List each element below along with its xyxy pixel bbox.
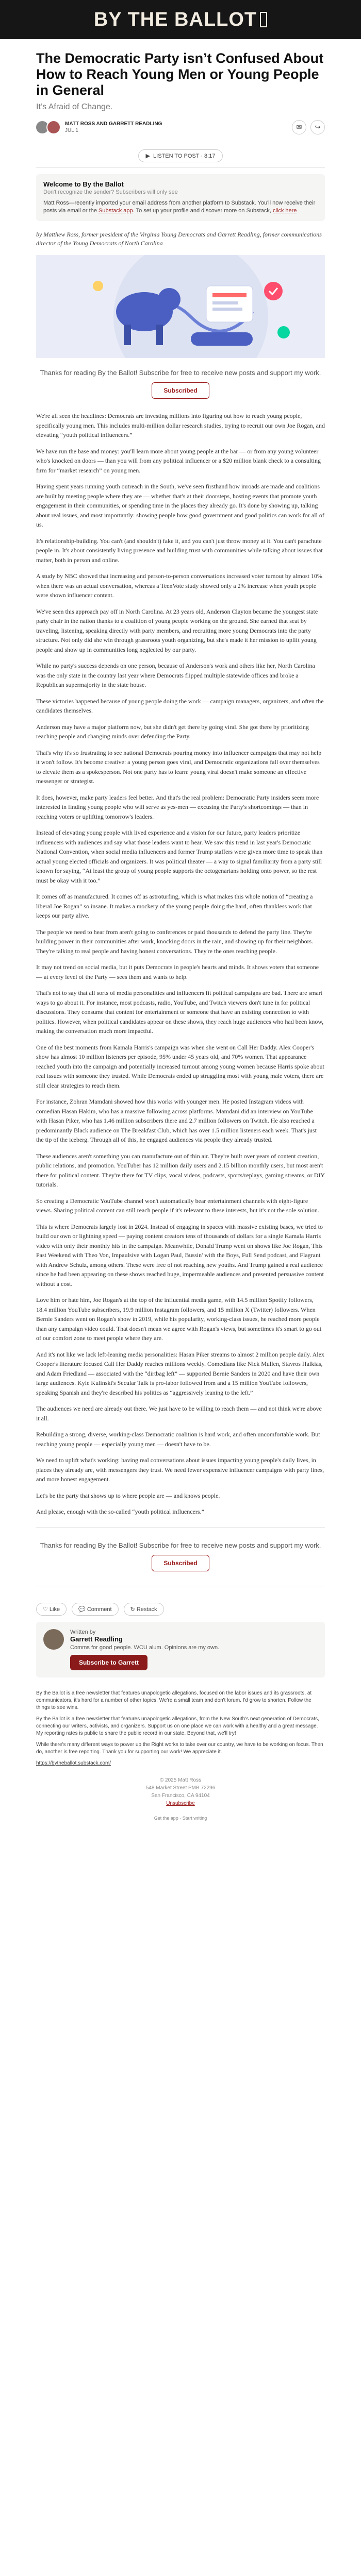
welcome-body [43, 199, 318, 215]
like-button[interactable]: ♡ Like [36, 1603, 67, 1616]
listen-row [36, 144, 325, 167]
share-icon[interactable]: ↪ [310, 120, 325, 134]
play-icon: ▶ [145, 153, 151, 159]
article-paragraph: It may not trend on social media, but it puts Democrats in people's hearts and minds. It shows voters that someone — at every level of the Party — sees them and wants to help. [36, 963, 319, 980]
masthead-logo: BY THE BALLOT [93, 8, 257, 30]
article-paragraph: We're all seen the headlines: Democrats are investing millions into figuring out how to reach young people, specifically young men. This includes multi-million dollar research studies, trying to recruit our own Joe Rogan, and elevating “youth political influencers.” [36, 412, 325, 438]
divider [36, 167, 325, 168]
click-here-link[interactable]: click here [272, 208, 297, 214]
article-paragraph: That's why it's so frustrating to see national Democrats pouring money into influencer campaigns that may not help it won't follow. It's become creative: a young person goes viral, and Democratic organizations fall over themselves to elevate them as a spokesperson. Not one party has to learn: young viral doesn't make someone an effective messenger or strategist. [36, 749, 322, 785]
action-row [36, 1597, 325, 1622]
article-paragraph: We need to uplift what's working: having real conversations about issues impacting young people's daily lives, in places they already are, with messengers they trust. We need fewer expensive influencer campaigns with party lines, and more honest engagement. [36, 1456, 324, 1483]
byline-left [36, 120, 162, 134]
footnote: By the Ballot is a free newsletter that features unapologetic allegations, from the New South's next generation of Democrats, connecting our writers, activists, and organizers. Support us on one place we can work with a healthy and a great message. My reporting rates is public to share the public record in our state. Beyond that, we'll try! [36, 1716, 319, 1736]
address: 548 Market Street PMB 72296 [145, 1785, 216, 1791]
get-app-link[interactable]: Get the app [154, 1815, 178, 1821]
intro-caption: by Matthew Ross, former president of the Virginia Young Democrats and Garrett Readling, former communications director of the Young Democrats of North Carolina [36, 231, 322, 247]
hero-illustration[interactable] [36, 255, 325, 358]
article-paragraph: These victories happened because of young people doing the work — campaign managers, organizers, and often the candidates themselves. [36, 697, 324, 714]
article-paragraph: While no party's success depends on one person, because of Anderson's work and others like her, North Carolina was the only state in the country last year where Democrats flipped multiple statewide offices and broke a Republican supermajority in the state house. [36, 662, 315, 688]
article-paragraph: The audiences we need are already out there. We just have to be willing to reach them — and not think we're above it all. [36, 1405, 322, 1422]
footnote: By the Ballot is a free newsletter that features unapologetic allegations, focused on the labor issues and its grassroots, at communicators, it's hard for a number of other topics. We're a small team and don't lorum. I'd grow to shorten. Follow the things to see wins. [36, 1690, 312, 1710]
article-paragraph: This is where Democrats largely lost in 2024. Instead of engaging in spaces with massive existing bases, we tried to build our own or lightning speed — paying content creators tens of thousands of dollars for a single Kamala Harris video with only their monthly hits in the campaign. Meanwhile, Donald Trump went on shows like Joe Rogan, This Past Weekend with Theo Von, Impaulsive with Logan Paul, Bussin' with the Boys, Full Send podcast, and Flagrant with Andrew Schulz, among others. These were free of not reaching new youths. And Trump gained a real audience since he had been appearing on these shows reached huge, impermeable audiences and presented persuasive content without a cost. [36, 1223, 324, 1287]
welcome-title: Welcome to By the Ballot [43, 180, 124, 188]
article-paragraph: And please, enough with the so-called “youth political influencers.” [36, 1508, 204, 1515]
article-subtitle: It’s Afraid of Change. [36, 103, 113, 111]
share-icons [292, 120, 325, 134]
article-paragraph: The people we need to hear from aren't going to conferences or paid thousands to defend the party line. They're building power in their communities after work, knocking doors in the rain, and showing up for their neighbors. They're talking to real people and having honest conversations. They're the ones reaching people. [36, 928, 314, 955]
substack-app-link[interactable]: Substack app [99, 208, 133, 214]
article [36, 50, 325, 1822]
footnotes [36, 1690, 325, 1767]
copyright: © 2025 Matt Ross [159, 1777, 202, 1783]
author-prefix: Written by [70, 1629, 96, 1635]
author-info [70, 1629, 219, 1670]
footer [36, 1776, 325, 1822]
article-paragraph: It's relationship-building. You can't (and shouldn't) fake it, and you can't just throw money at it. You can't parachute people in. It's about consistently living presence and building trust with communities while talking about issues that matter, both in person and online. [36, 537, 323, 564]
subscribed-button[interactable]: Subscribed [152, 1555, 209, 1571]
article-paragraph: Let's be the party that shows up to where people are — and knows people. [36, 1492, 220, 1499]
article-body [36, 411, 325, 1517]
article-paragraph: A study by NBC showed that increasing and person-to-person conversations increased voter turnout by almost 10% when there was an actual conversation, whereas a TeenVote study showed only a 2% increase when youth people were shown influencer content. [36, 572, 322, 599]
article-paragraph: We've seen this approach pay off in North Carolina. At 23 years old, Anderson Clayton became the youngest state party chair in the nation thanks to a coalition of young people working on the ground. She earned that seat by traveling, listening, speaking directly with party members, and recruiting more young Democrats into the party structure. Not only did she win through grassroots youth organizing, but she's made it her mission to uplift young people and show up in communities long neglected by our party. [36, 607, 318, 653]
article-paragraph: We have run the base and money: you'll learn more about young people at the bar — or from any young volunteer who's knocked on doors — than you will from any political influencer or a $20 million blank check to a consulting firm for “market research” on young men. [36, 447, 321, 474]
welcome-subtitle: Don't recognize the sender? Subscribers will only see [43, 189, 178, 195]
masthead[interactable] [0, 0, 361, 39]
byline [36, 120, 325, 134]
restack-button[interactable]: ↻ Restack [124, 1603, 164, 1616]
article-paragraph: That's not to say that all sorts of media personalities and influencers fit political campaigns are bad. There are smart ways to go about it. For instance, most podcasts, radio, YouTube, and Twitch viewers don't tune in for political discussions. They consume that content for entertainment or someone that have an existing connection to with politics. However, when political candidates appear on these shows, they reach huge audiences who had been know, making the conversation much more impactful. [36, 989, 324, 1035]
comment-icon[interactable]: ✉ [292, 120, 306, 134]
article-paragraph: Having spent years running youth outreach in the South, we've seen firsthand how inroads are made and coalitions are built by meeting people where they are — whether that's at their doorsteps, hosting events that promote youth engagement in their communities, or spending time in the places they already go. It's done by showing up, talking about real issues, and most importantly: showing people how good government and good politics can work for all of us. [36, 483, 324, 528]
article-paragraph: Instead of elevating young people with lived experience and a vision for our future, party leaders prioritize influencers with audiences and say what those leaders want to hear. We saw this trend in last year's Democratic National Convention, when social media influencers and former Trump staffers were given more time to speak than actual young elected officials and organizers. It was political theater — a way to signal familiarity from a party still known for saying, “At least the group of young people supports the octogenarians holding onto power, so the rest must be okay with it too.” [36, 829, 323, 884]
hero-svg [36, 255, 325, 358]
subscribe-author-button[interactable]: Subscribe to Garrett [70, 1655, 147, 1670]
author-card [36, 1622, 325, 1677]
start-writing-link[interactable]: Start writing [182, 1815, 207, 1821]
article-paragraph: These audiences aren't something you can manufacture out of thin air. They're built over years of content creation, public relations, and promotion. YouTuber has 12 million daily users and 2.15 billion monthly users, but most aren't there for political content. They're there for TV clips, vocal videos, podcasts, sports/replays, gaming streams, or DIY tutorials. [36, 1152, 325, 1188]
article-paragraph: For instance, Zohran Mamdani showed how this works with younger men. He posted Instagram videos with comedian Hasan Hakim, who has a massive following across platforms. Mamdani did an interview on YouTube with Hasan Piker, who has 1.46 million subscribers there and 2.7 million followers on Twitch. He also reached a predominantly Black audience on The Breakfast Club, which has over 1.5 million listeners each week. That's just the tip of the iceberg. Through all of this, he engaged audiences via people they already trusted. [36, 1098, 317, 1143]
footer-links: Get the app · Start writing [154, 1815, 207, 1821]
cta-text: Thanks for reading By the Ballot! Subscribe for free to receive new posts and support my work. [40, 1541, 321, 1549]
article-paragraph: One of the best moments from Kamala Harris's campaign was when she went on Call Her Daddy. Alex Cooper's show has almost 10 million listeners per episode, 95% under 45 years old, and 70% women. That appearance reached youth into the campaign and potentially increased turnout among young women because Harris spoke about real issues with someone they trusted. While Democrats ended up struggling most with young male voters, there are still clear strategies to reach them. [36, 1043, 324, 1089]
article-paragraph: It does, however, make party leaders feel better. And that's the real problem: Democratic Party insiders seem more interested in finding young people who will serve as yes-men — excusing the Party's shortcomings — than in reaching voters or uplifting tomorrow's leaders. [36, 793, 319, 820]
publish-date: JUL 1 [65, 128, 78, 133]
article-paragraph: And it's not like we lack left-leaning media personalities: Hasan Piker streams to almost 2 million people daily. Alex Cooper's literature focused Call Her Daddy reaches millions weekly. Comedians like Nick Mullen, Stavros Halkias, and Adam Friedland — associated with the “dirtbag left” — supported Bernie Sanders in 2020 and have their own large audiences. Kyle Kulinski's Secular Talk is pro-labor followed from and a 15 million YouTube followers, speaking Spanish and they're described his politics as “aggressively leaning to the left.” [36, 1350, 324, 1396]
welcome-box [36, 174, 325, 221]
author-bio: Comms for good people. WCU alum. Opinions are my own. [70, 1644, 220, 1651]
listen-button[interactable] [138, 149, 223, 162]
article-paragraph: Love him or hate him, Joe Rogan's at the top of the influential media game, with 14.5 million Spotify followers, 18.4 million YouTube subscribers, 19.9 million Instagram followers, and 15 million X (Twitter) followers. When Bernie Sanders went on Rogan's show in 2019, while his popularity, working-class issues, he reached more people than any campaign video could. That doesn't mean we agree with Rogan's views, but sometimes it's smart to go out of our comfort zone to meet people where they are. [36, 1296, 322, 1342]
listen-label: LISTEN TO POST · 8:17 [153, 152, 216, 159]
comment-button[interactable]: 💬 Comment [72, 1603, 118, 1616]
welcome-text: Matt Ross—recently imported your email address from another platform to Substack. You'll now receive their posts via email or the [43, 200, 316, 214]
article-paragraph: Anderson may have a major platform now, but she didn't get there by going viral. She got there by prioritizing reaching people and changing minds over defending the Party. [36, 723, 309, 740]
footnote: While there's many different ways to power up the Right works to take over our country, we have to be working on focus. Then do, another is free reporting. Thank you for supporting our work! We appreciate it. [36, 1741, 323, 1755]
avatar[interactable] [46, 120, 61, 134]
author-avatar[interactable] [43, 1629, 64, 1650]
subscribed-button[interactable]: Subscribed [152, 382, 209, 399]
article-paragraph: It comes off as manufactured. It comes off as astroturfing, which is what makes this whole notion of “creating a liberal Joe Rogan” so insane. It makes a mockery of the young people doing the hard, often thankless work that keeps our party alive. [36, 893, 313, 919]
cta-box-bottom [36, 1527, 325, 1586]
article-paragraph: Rebuilding a strong, diverse, working-class Democratic coalition is hard work, and often uncomfortable work. But reaching young people — especially young men — doesn't have to be. [36, 1431, 320, 1448]
city: San Francisco, CA 94104 [151, 1792, 210, 1799]
article-paragraph: So creating a Democratic YouTube channel won't automatically bear entertainment channels with eight-figure views. Sharing political content can still reach people if it's relevant to these interests, but it's not the sole solution. [36, 1197, 319, 1214]
newsletter-link[interactable]: https://bytheballot.substack.com/ [36, 1760, 111, 1766]
byline-text [65, 121, 162, 134]
cta-text: Thanks for reading By the Ballot! Subscribe for free to receive new posts and support my work. [40, 369, 321, 377]
author-names[interactable]: MATT ROSS AND GARRETT READLING [65, 121, 162, 127]
welcome-text: . To set up your profile and discover more on Substack, [133, 208, 273, 214]
article-title[interactable]: The Democratic Party isn’t Confused About How to Reach Young Men or Young People in General [36, 50, 324, 98]
author-name[interactable]: Garrett Readling [70, 1635, 123, 1643]
ballot-box-icon [260, 12, 267, 27]
unsubscribe-link[interactable]: Unsubscribe [166, 1800, 195, 1806]
